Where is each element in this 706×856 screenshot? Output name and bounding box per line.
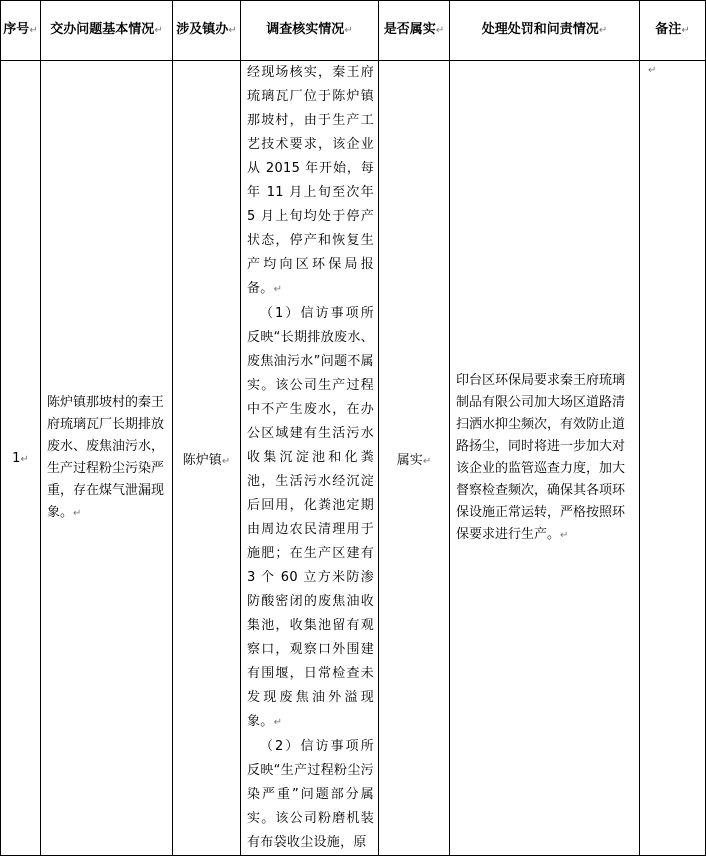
cell-issue: 陈炉镇那坡村的秦王府琉璃瓦厂长期排放废水、废焦油污水，生产过程粉尘污染严重，存在煤气泄漏现象。↵: [41, 61, 173, 856]
header-remark: 备注↵: [640, 1, 706, 61]
header-index: 序号↵: [1, 1, 41, 61]
header-row: [1, 1, 706, 61]
cell-verified: 属实↵: [379, 61, 450, 856]
cell-index: 1↵: [1, 61, 41, 856]
investigation-paragraph: 经现场核实，秦王府琉璃瓦厂位于陈炉镇那坡村，由于生产工艺技术要求，该企业从 2015 年开始，每年 11 月上旬至次年 5 月上旬均处于停产状态，停产和恢复生产均向区环保局报备。↵: [247, 65, 374, 296]
header-punishment: 处理处罚和问责情况↵: [450, 1, 640, 61]
table-row: [1, 61, 706, 856]
header-verified: 是否属实↵: [379, 1, 450, 61]
cell-town: 陈炉镇↵: [173, 61, 241, 856]
cell-punishment: 印台区环保局要求秦王府琉璃制品有限公司加大场区道路清扫洒水抑尘频次，有效防止道路扬尘，同时将进一步加大对该企业的监管巡查力度，加大督察检查频次，确保其各项环保设施正常运转，严格按照环保要求进行生产。↵: [450, 61, 640, 856]
cell-remark: ↵: [640, 61, 706, 856]
header-town: 涉及镇办↵: [173, 1, 241, 61]
header-issue: 交办问题基本情况↵: [41, 1, 173, 61]
investigation-paragraph: （1）信访事项所反映“长期排放废水、废焦油污水”问题不属实。该公司生产过程中不产生废水，在办公区域建有生活污水收集沉淀池和化粪池，生活污水经沉淀后回用，化粪池定期由周边农民清理用于施肥；在生产区建有 3 个 60 立方米防渗防酸密闭的废焦油收集池，收集池留有观察口，观察口外围建有围堰，日常检查未发现废焦油外溢现象。↵: [247, 306, 374, 729]
header-investigation: 调查核实情况↵: [241, 1, 379, 61]
investigation-paragraph: （2）信访事项所反映“生产过程粉尘污染严重”问题部分属实。该公司粉磨机装有布袋收尘设施，原: [247, 739, 374, 850]
cell-investigation: [241, 61, 379, 856]
